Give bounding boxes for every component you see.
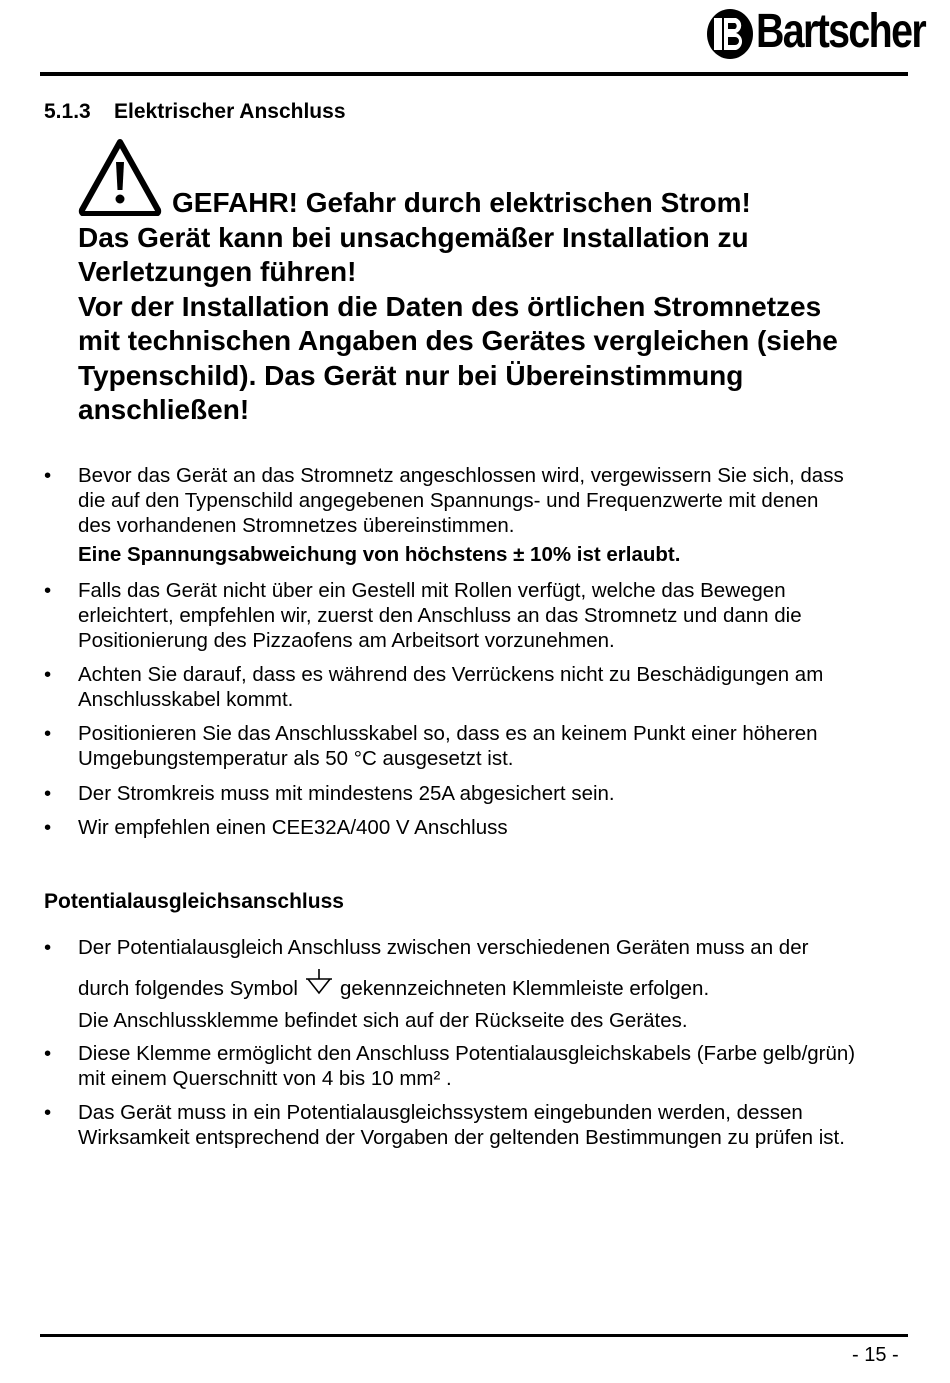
list-item-line: Achten Sie darauf, dass es während des Verrückens nicht zu Beschädigungen am: [78, 663, 824, 686]
section-title: Elektrischer Anschluss: [114, 100, 346, 123]
bullet-dot: •: [44, 579, 52, 602]
page-number: - 15 -: [852, 1344, 899, 1366]
section-heading: [44, 98, 346, 126]
header-rule: [40, 72, 908, 76]
bullet-dot: •: [44, 722, 52, 745]
list-item-line: die auf den Typenschild angegebenen Spannungs- und Frequenzwerte mit denen: [78, 489, 819, 512]
brand-name: Bartscher: [756, 5, 926, 58]
list-item-line: Positionieren Sie das Anschlusskabel so, dass es an keinem Punkt einer höheren: [78, 722, 818, 745]
bullet-dot: •: [44, 1042, 52, 1065]
danger-line: Verletzungen führen!: [78, 256, 357, 287]
list-item-line: [78, 969, 924, 1001]
section-number: 5.1.3: [44, 100, 91, 123]
brand-logo: [700, 0, 926, 66]
bullet-dot: •: [44, 663, 52, 686]
list-item-line: Anschlusskabel kommt.: [78, 688, 294, 711]
bullet-dot: •: [44, 464, 52, 487]
subsection-heading: Potentialausgleichsanschluss: [44, 890, 344, 913]
danger-line: Das Gerät kann bei unsachgemäßer Installation zu: [78, 221, 749, 253]
list-item-line: Umgebungstemperatur als 50 °C ausgesetzt ist.: [78, 747, 514, 770]
list-item-line: Falls das Gerät nicht über ein Gestell mit Rollen verfügt, welche das Bewegen: [78, 579, 786, 602]
list-item-line: Positionierung des Pizzaofens am Arbeitsort vorzunehmen.: [78, 629, 615, 652]
logo-b-emblem: [706, 8, 754, 60]
list-item-line: des vorhandenen Stromnetzes übereinstimmen.: [78, 514, 515, 537]
bullet-dot: •: [44, 1101, 52, 1124]
list-item-line: Wirksamkeit entsprechend der Vorgaben der geltenden Bestimmungen zu prüfen ist.: [78, 1126, 845, 1149]
list-item-line: Der Stromkreis muss mit mindestens 25A abgesichert sein.: [78, 782, 615, 805]
list-item-text: durch folgendes Symbol: [78, 977, 298, 1000]
danger-lead: GEFAHR! Gefahr durch elektrischen Strom!: [172, 187, 751, 218]
list-item-line: Der Potentialausgleich Anschluss zwischen verschiedenen Geräten muss an der: [78, 936, 809, 959]
danger-line: mit technischen Angaben des Gerätes vergleichen (siehe: [78, 325, 838, 356]
list-item-line: mit einem Querschnitt von 4 bis 10 mm² .: [78, 1067, 452, 1090]
danger-line: Vor der Installation die Daten des örtlichen Stromnetzes: [78, 290, 822, 322]
bullet-dot: •: [44, 782, 52, 805]
list-item-line: Die Anschlussklemme befindet sich auf der Rückseite des Gerätes.: [78, 1009, 688, 1032]
equipotential-symbol-icon: [304, 969, 334, 997]
list-item-line: Diese Klemme ermöglicht den Anschluss Potentialausgleichskabels (Farbe gelb/grün): [78, 1042, 856, 1065]
list-item-line: Bevor das Gerät an das Stromnetz angeschlossen wird, vergewissern Sie sich, dass: [78, 464, 844, 487]
voltage-tolerance-note: Eine Spannungsabweichung von höchstens ± 10% ist erlaubt.: [78, 543, 681, 566]
danger-warning-text: [78, 186, 898, 428]
list-item-line: erleichtert, empfehlen wir, zuerst den Anschluss an das Stromnetz und dann die: [78, 604, 802, 627]
list-item-line: Das Gerät muss in ein Potentialausgleichssystem eingebunden werden, dessen: [78, 1101, 803, 1124]
footer-rule: [40, 1334, 908, 1337]
list-item-text: gekennzeichneten Klemmleiste erfolgen.: [339, 977, 710, 1000]
bullet-dot: •: [44, 816, 52, 839]
list-item-line: Wir empfehlen einen CEE32A/400 V Anschluss: [78, 816, 508, 839]
danger-line: anschließen!: [78, 394, 250, 425]
bullet-dot: •: [44, 936, 52, 959]
danger-line: Typenschild). Das Gerät nur bei Übereinstimmung: [78, 359, 744, 391]
